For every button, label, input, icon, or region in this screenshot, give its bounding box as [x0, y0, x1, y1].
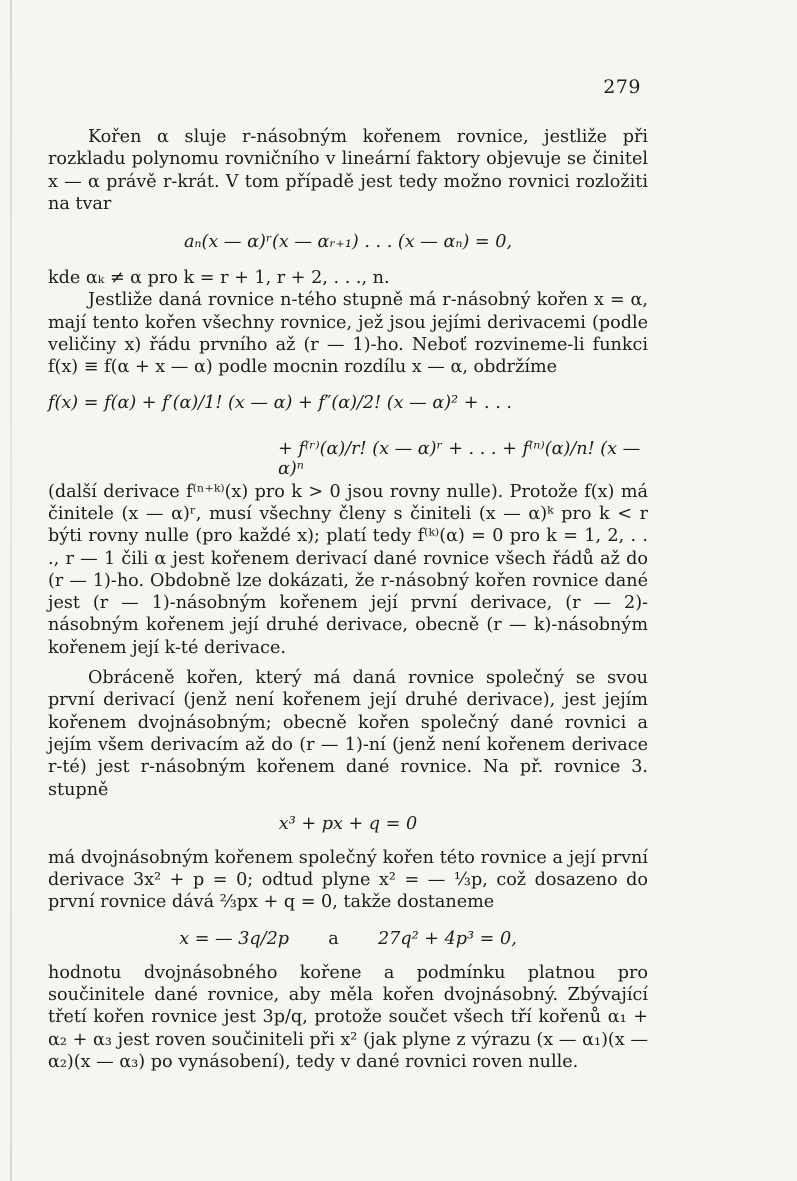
equation-cubic: x³ + px + q = 0	[278, 813, 418, 834]
paragraph-6: má dvojnásobným kořenem společný kořen této rovnice a její první derivace 3x² + p = 0; odtud plyne x² = — ⅓p, což dosazeno do první rovnice dává ⅔px + q = 0, takže dostaneme	[48, 847, 648, 913]
equation-taylor-line-2: + f⁽ʳ⁾(α)/r! (x — α)ʳ + . . . + f⁽ⁿ⁾(α)/n! (x — α)ⁿ	[278, 438, 641, 479]
paragraph-2: kde αₖ ≠ α pro k = r + 1, r + 2, . . ., n.	[48, 268, 390, 289]
equation-taylor-line-1: f(x) = f(α) + f′(α)/1! (x — α) + f″(α)/2! (x — α)² + . . .	[48, 392, 513, 413]
text-column	[48, 126, 648, 1073]
paragraph-7: hodnotu dvojnásobného kořene a podmínku platnou pro součinitele dané rovnice, aby měla kořen dvojnásobný. Zbývající třetí kořen rovnice jest 3p/q, protože součet všech tří kořenů α₁ + α₂ + α₃ jest roven součiniteli při x² (jak plyne z výrazu (x — α₁)(x — α₂)(x — α₃) po vynásobení), tedy v dané rovnici roven nulle.	[48, 962, 648, 1072]
page-number: 279	[603, 76, 641, 98]
equation-double-root-and: a	[328, 928, 339, 949]
paragraph-3: Jestliže daná rovnice n-tého stupně má r-násobný kořen x = α, mají tento kořen všechny rovnice, jež jsou jejími derivacemi (podle veličiny x) řádu prvního až (r — 1)-ho. Neboť rozvineme-li funkci f(x) ≡ f(α + x — α) podle mocnin rozdílu x — α, obdržíme	[48, 290, 648, 378]
equation-double-root-left: x = — 3q/2p	[179, 928, 290, 949]
equation-taylor	[48, 393, 648, 481]
paragraph-1: Kořen α sluje r-násobným kořenem rovnice, jestliže při rozkladu polynomu rovničního v lineární faktory objevuje se činitel x — α právě r-krát. V tom případě jest tedy možno rovnici rozložiti na tvar	[48, 127, 648, 214]
paragraph-4: (další derivace f⁽ⁿ⁺ᵏ⁾(x) pro k > 0 jsou rovny nulle). Protože f(x) má činitele (x — α)ʳ, musí všechny členy s činiteli (x — α)ᵏ pro k < r býti rovny nulle (pro každé x); platí tedy f⁽ᵏ⁾(α) = 0 pro k = 1, 2, . . ., r — 1 čili α jest kořenem derivací dané rovnice všech řádů až do (r — 1)-ho. Obdobně lze dokázati, že r-násobný kořen rovnice dané jest (r — 1)-násobným kořenem její první derivace, (r — 2)-násobným kořenem její druhé derivace, obecně (r — k)-násobným kořenem její k-té derivace.	[48, 481, 648, 658]
equation-double-root	[48, 928, 648, 950]
equation-factorization: aₙ(x — α)ʳ(x — αᵣ₊₁) . . . (x — αₙ) = 0,	[183, 232, 513, 253]
equation-double-root-right: 27q² + 4p³ = 0,	[377, 928, 517, 949]
page-edge	[10, 0, 12, 1181]
paragraph-5: Obráceně kořen, který má daná rovnice společný se svou první derivací (jenž není kořenem její druhé derivace), jest jejím kořenem dvojnásobným; obecně kořen společný dané rovnici a jejím všem derivacím až do (r — 1)-ní (jenž není kořenem derivace r-té) jest r-násobným kořenem dané rovnice. Na př. rovnice 3. stupně	[48, 668, 648, 800]
